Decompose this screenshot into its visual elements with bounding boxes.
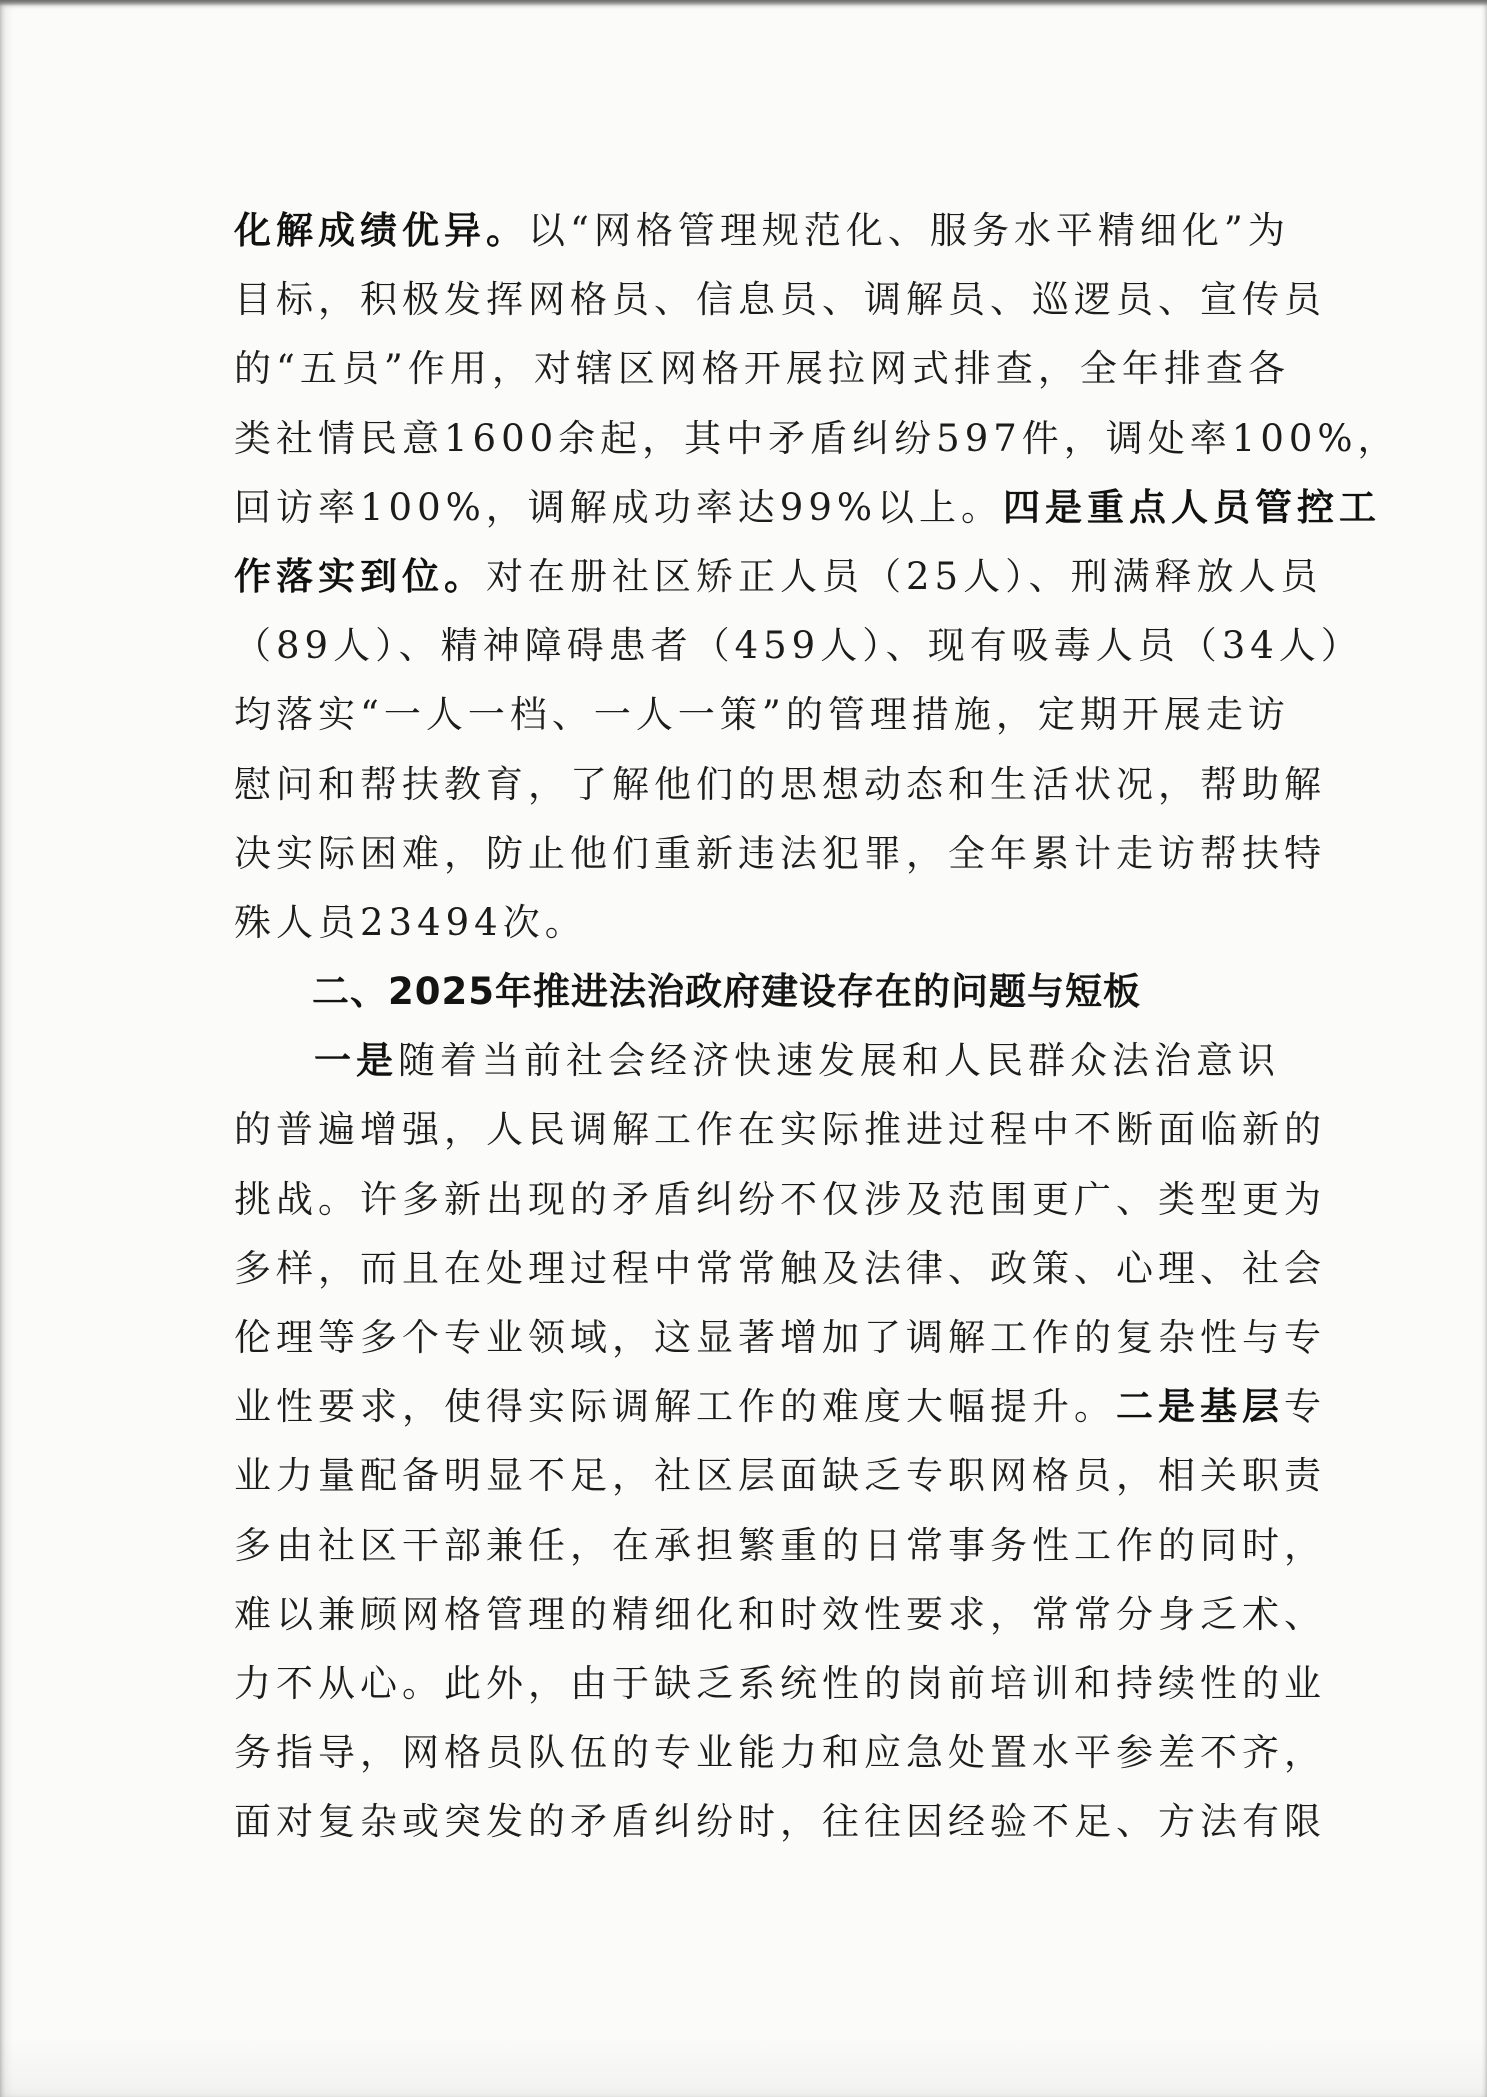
para1-line-3: 的“五员”作用，对辖区网格开展拉网式排查，全年排查各 bbox=[234, 347, 1290, 391]
para2-line-11: 务指导，网格员队伍的专业能力和应急处置水平参差不齐， bbox=[234, 1731, 1326, 1775]
para1-line-7: （89人）、精神障碍患者（459人）、现有吸毒人员（34人） bbox=[234, 624, 1363, 668]
para1-line-6-text: 对在册社区矫正人员（25人）、刑满释放人员 bbox=[486, 554, 1323, 598]
para2-line-6-text: 业性要求，使得实际调解工作的难度大幅提升。 bbox=[234, 1385, 1116, 1429]
para2-bold-lead: 一是 bbox=[314, 1039, 398, 1083]
para1-line-6 bbox=[234, 542, 1323, 611]
para2-line-2: 的普遍增强，人民调解工作在实际推进过程中不断面临新的 bbox=[234, 1108, 1326, 1152]
para1-line-9: 慰问和帮扶教育，了解他们的思想动态和生活状况，帮助解 bbox=[234, 762, 1326, 806]
para2-line-1-text: 随着当前社会经济快速发展和人民群众法治意识 bbox=[398, 1039, 1280, 1083]
para1-line-1-text: 以“网格管理规范化、服务水平精细化”为 bbox=[528, 209, 1290, 252]
para2-line-12: 面对复杂或突发的矛盾纠纷时，往往因经验不足、方法有限 bbox=[234, 1800, 1326, 1844]
para1-bold-lead: 化解成绩优异。 bbox=[234, 209, 528, 252]
para1-line-4: 类社情民意1600余起，其中矛盾纠纷597件，调处率100%， bbox=[234, 416, 1400, 460]
para1-line-8: 均落实“一人一档、一人一策”的管理措施，定期开展走访 bbox=[234, 693, 1290, 737]
para2-line-4: 多样，而且在处理过程中常常触及法律、政策、心理、社会 bbox=[234, 1246, 1326, 1290]
para1-line-2: 目标，积极发挥网格员、信息员、调解员、巡逻员、宣传员 bbox=[234, 278, 1326, 322]
para2-line-8: 多由社区干部兼任，在承担繁重的日常事务性工作的同时， bbox=[234, 1523, 1326, 1567]
para1-line-10: 决实际困难，防止他们重新违法犯罪，全年累计走访帮扶特 bbox=[234, 831, 1326, 875]
para1-line-11: 殊人员23494次。 bbox=[234, 900, 587, 944]
para1-line-5-text: 回访率100%，调解成功率达99%以上。 bbox=[234, 485, 1004, 529]
para2-line-9: 难以兼顾网格管理的精细化和时效性要求，常常分身乏术、 bbox=[234, 1592, 1326, 1636]
para1-line-1 bbox=[234, 196, 1290, 265]
para2-line-5: 伦理等多个专业领域，这显著增加了调解工作的复杂性与专 bbox=[234, 1316, 1326, 1359]
para2-line-10: 力不从心。此外，由于缺乏系统性的岗前培训和持续性的业 bbox=[234, 1661, 1326, 1705]
para2-line-3: 挑战。许多新出现的矛盾纠纷不仅涉及范围更广、类型更为 bbox=[234, 1177, 1326, 1221]
document-body bbox=[234, 196, 1400, 1857]
para2-line-6 bbox=[234, 1372, 1326, 1441]
para1-line-5-bold: 四是重点人员管控工 bbox=[1003, 485, 1382, 529]
para2-line-6-tail: 专 bbox=[1284, 1385, 1326, 1429]
para1-line-6-bold: 作落实到位。 bbox=[234, 554, 486, 598]
para2-line-1 bbox=[234, 1026, 1280, 1095]
section-heading: 二、2025年推进法治政府建设存在的问题与短板 bbox=[312, 970, 1141, 1014]
para2-line-6-bold: 二是基层 bbox=[1116, 1385, 1284, 1429]
para1-line-5 bbox=[234, 473, 1382, 542]
para2-line-7: 业力量配备明显不足，社区层面缺乏专职网格员，相关职责 bbox=[234, 1454, 1326, 1498]
